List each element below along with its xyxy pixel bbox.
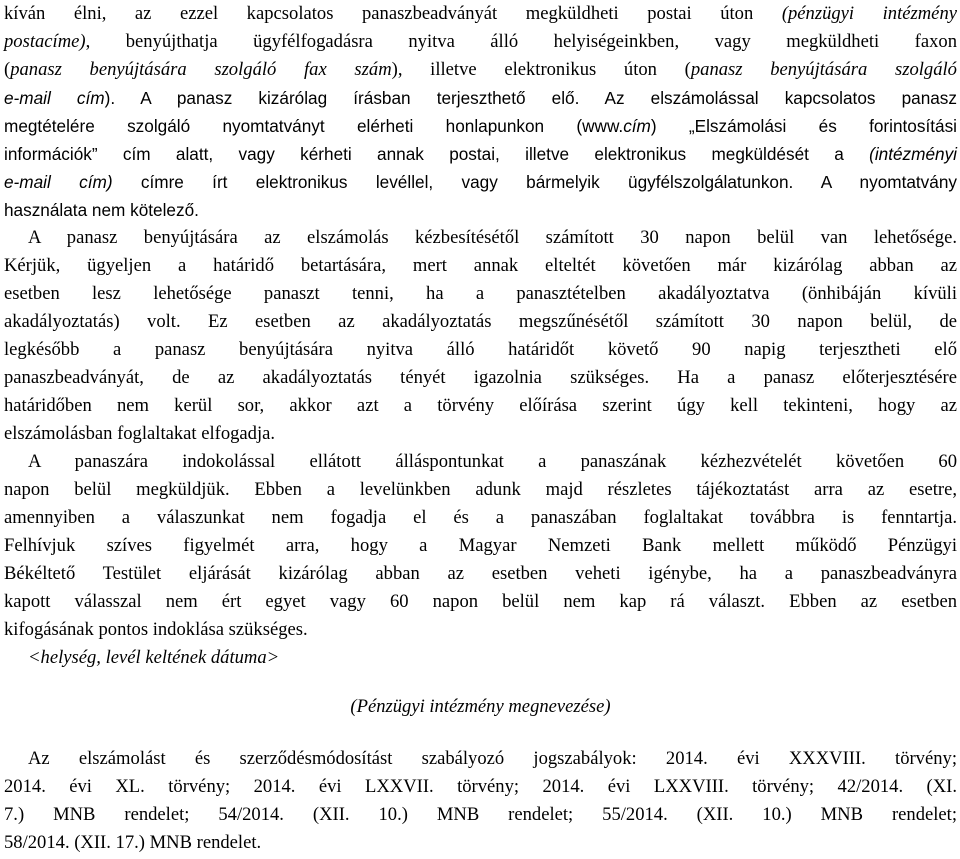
text: megtételére szolgáló nyomtatványt elérheti honlapunkon (www. [4,116,624,136]
italic-text: (pénzügyi intézmény [781,3,957,24]
text: ) „Elszámolási és forintosítási [650,116,957,136]
para1-line2 [4,28,957,56]
legal-line: Az elszámolást és szerződésmódosítást szabályozó jogszabályok: 2014. évi XXXVIII. törvény; [28,748,957,769]
italic-text: cím [623,116,651,136]
italic-text: e-mail cím) [4,172,113,192]
italic-text: (intézményi [869,144,957,164]
text: címre írt elektronikus levéllel, vagy bármelyik ügyfélszolgálatunkon. A nyomtatvány [112,172,957,192]
para2-line: akadályoztatás) volt. Ez esetben az akadályoztatás megszűnésétől számított 30 napon belül, de [4,311,957,332]
italic-text: postacíme) [4,31,86,52]
para2-line: legkésőbb a panasz benyújtására nyitva álló határidőt követő 90 napig terjesztheti elő [4,339,957,360]
para1-line3 [4,56,957,84]
institution-text: (Pénzügyi intézmény megnevezése) [350,696,611,717]
text: használata nem kötelező. [4,200,199,220]
para3-line: napon belül megküldjük. Ebben a levelünkben adunk majd részletes tájékoztatást arra az esetre, [4,479,957,500]
text: kíván élni, az ezzel kapcsolatos panaszbeadványát megküldheti postai úton [4,3,782,24]
para1-line8 [4,196,957,224]
text: ( [4,59,11,80]
para1-line7 [4,168,957,196]
legal-line: 58/2014. (XII. 17.) MNB rendelet. [4,832,262,853]
institution-name [4,693,957,721]
text: információk” cím alatt, vagy kérheti annak postai, illetve elektronikus megküldését a [4,144,870,164]
italic-text: panasz benyújtására szolgáló fax szám [10,59,392,80]
text: ). A panasz kizárólag írásban terjeszthető elő. Az elszámolással kapcsolatos panasz [104,88,957,108]
para2-line: Kérjük, ügyeljen a határidő betartására, mert annak elteltét követően már kizárólag abban az [4,255,957,276]
para1-line1 [4,0,957,28]
para3-line: kifogásának pontos indoklása szükséges. [4,619,308,640]
para3-line: Felhívjuk szíves figyelmét arra, hogy a Magyar Nemzeti Bank mellett működő Pénzügyi [4,535,957,556]
text: , benyújthatja ügyfélfogadásra nyitva álló helyiségeinkben, vagy megküldheti faxon [85,31,957,52]
para3-line: A panaszára indokolással ellátott álláspontunkat a panaszának kézhezvételét követően 60 [28,451,957,472]
para3-line: amennyiben a válaszunkat nem fogadja el és a panaszában foglaltakat továbbra is fenntartja. [4,507,957,528]
para1-line5 [4,112,957,140]
para1-line6 [4,140,957,168]
para2-line: elszámolásban foglaltakat elfogadja. [4,423,276,444]
legal-line: 7.) MNB rendelet; 54/2014. (XII. 10.) MNB rendelet; 55/2014. (XII. 10.) MNB rendelet; [4,804,957,825]
italic-text: panasz benyújtására szolgáló [690,59,957,80]
legal-line: 2014. évi XL. törvény; 2014. évi LXXVII. törvény; 2014. évi LXXVIII. törvény; 42/2014. (XI. [4,776,957,797]
para2-line: határidőben nem kerül sor, akkor azt a törvény előírása szerint úgy kell tekinteni, hogy az [4,395,957,416]
para2-line: A panasz benyújtására az elszámolás kézbesítésétől számított 30 napon belül van lehetősége. [28,227,957,248]
para2-line: esetben lesz lehetősége panaszt tenni, ha a panasztételben akadályoztatva (önhibáján kívüli [4,283,957,304]
place-date-placeholder [4,644,957,672]
text: ), illetve elektronikus úton ( [391,59,691,80]
para2-line: panaszbeadványát, de az akadályoztatás tényét igazolnia szükséges. Ha a panasz előterjesztésére [4,367,957,388]
para3-line: Békéltető Testület eljárását kizárólag abban az esetben veheti igénybe, ha a panaszbeadványra [4,563,957,584]
italic-text: e-mail cím [4,88,105,108]
para1-line4 [4,84,957,112]
place-date-text: <helység, levél keltének dátuma> [28,647,280,668]
para3-line: kapott válasszal nem ért egyet vagy 60 napon belül nem kap rá választ. Ebben az esetben [4,591,957,612]
